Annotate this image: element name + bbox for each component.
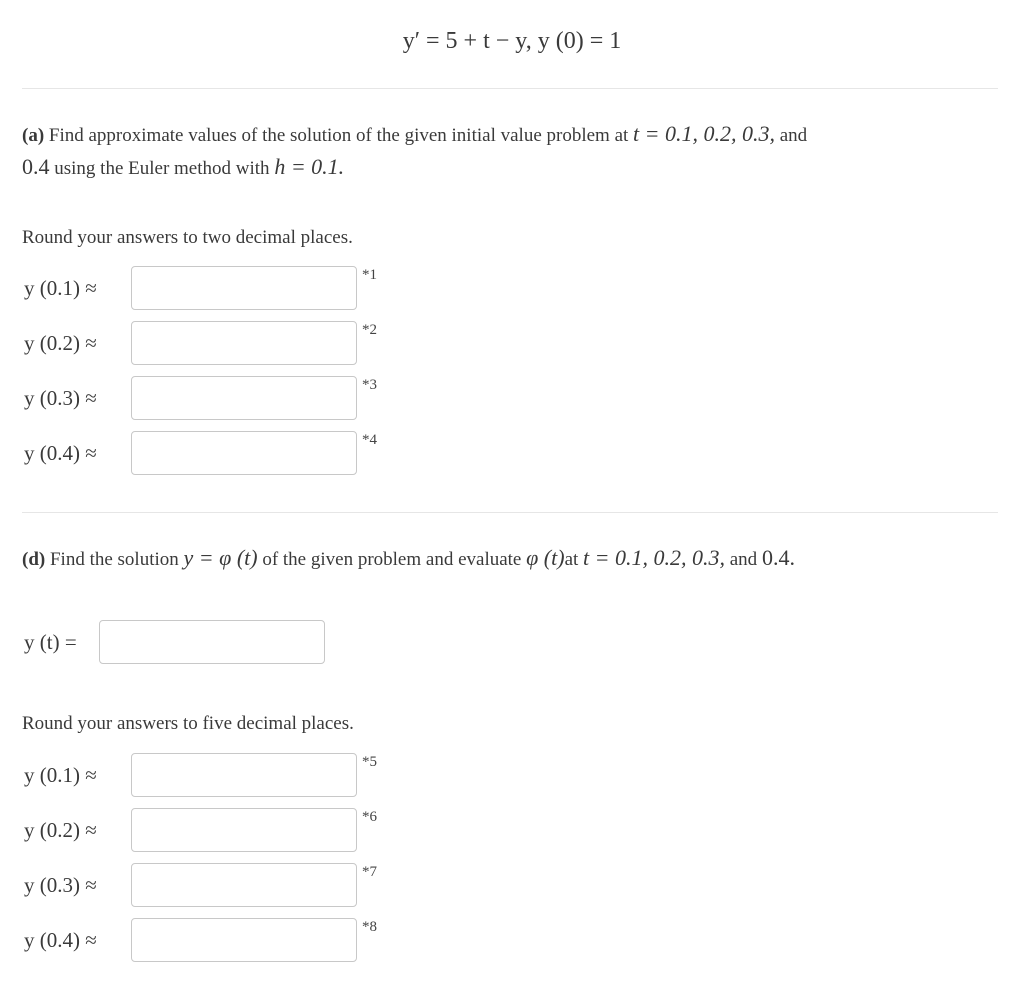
answer-marker: *1 — [362, 267, 377, 283]
answer-input[interactable] — [131, 863, 357, 907]
math: t = 0.1, 0.2, 0.3, — [583, 545, 725, 570]
row-label: y (0.1) ≈ — [24, 763, 97, 787]
solution-input[interactable] — [99, 620, 325, 664]
answer-input[interactable] — [131, 321, 357, 365]
answer-marker: *6 — [362, 809, 377, 825]
row-label: y (0.4) ≈ — [24, 928, 97, 952]
solution-label: y (t) = — [24, 630, 77, 654]
question-text: Find the solution — [45, 549, 184, 570]
math: t = 0.1, 0.2, 0.3, — [633, 121, 775, 146]
math: y = φ (t) — [183, 545, 258, 570]
answer-marker: *2 — [362, 322, 377, 338]
answer-marker: *7 — [362, 864, 377, 880]
round-note-d: Round your answers to five decimal places. — [22, 713, 354, 734]
divider — [22, 88, 998, 89]
question-text: of the given problem and evaluate — [257, 549, 527, 570]
part-a-label: (a) — [22, 125, 45, 146]
answer-input[interactable] — [131, 266, 357, 310]
answer-marker: *3 — [362, 377, 377, 393]
answer-input[interactable] — [131, 753, 357, 797]
part-d-label: (d) — [22, 549, 46, 570]
question-text: at — [564, 549, 584, 570]
math: 0.4. — [761, 545, 795, 570]
question-text: and — [775, 125, 808, 146]
answer-input[interactable] — [131, 918, 357, 962]
row-label: y (0.3) ≈ — [24, 386, 97, 410]
differential-equation: y′ = 5 + t − y, y (0) = 1 — [402, 28, 622, 54]
answer-marker: *8 — [362, 919, 377, 935]
row-label: y (0.4) ≈ — [24, 441, 97, 465]
row-label: y (0.2) ≈ — [24, 818, 97, 842]
part-d-question — [22, 542, 1002, 575]
divider — [22, 512, 998, 513]
part-a-question — [22, 118, 982, 184]
row-label: y (0.2) ≈ — [24, 331, 97, 355]
row-label: y (0.3) ≈ — [24, 873, 97, 897]
question-text: Find approximate values of the solution of the given initial value problem at — [44, 125, 634, 146]
round-note-a: Round your answers to two decimal places. — [22, 227, 353, 248]
answer-input[interactable] — [131, 431, 357, 475]
math: h = 0.1. — [274, 154, 345, 179]
question-text: using the Euler method with — [49, 158, 275, 179]
answer-marker: *4 — [362, 432, 377, 448]
question-text: and — [725, 549, 762, 570]
answer-input[interactable] — [131, 808, 357, 852]
answer-marker: *5 — [362, 754, 377, 770]
math: φ (t) — [526, 545, 565, 570]
answer-input[interactable] — [131, 376, 357, 420]
row-label: y (0.1) ≈ — [24, 276, 97, 300]
math: 0.4 — [22, 154, 50, 179]
